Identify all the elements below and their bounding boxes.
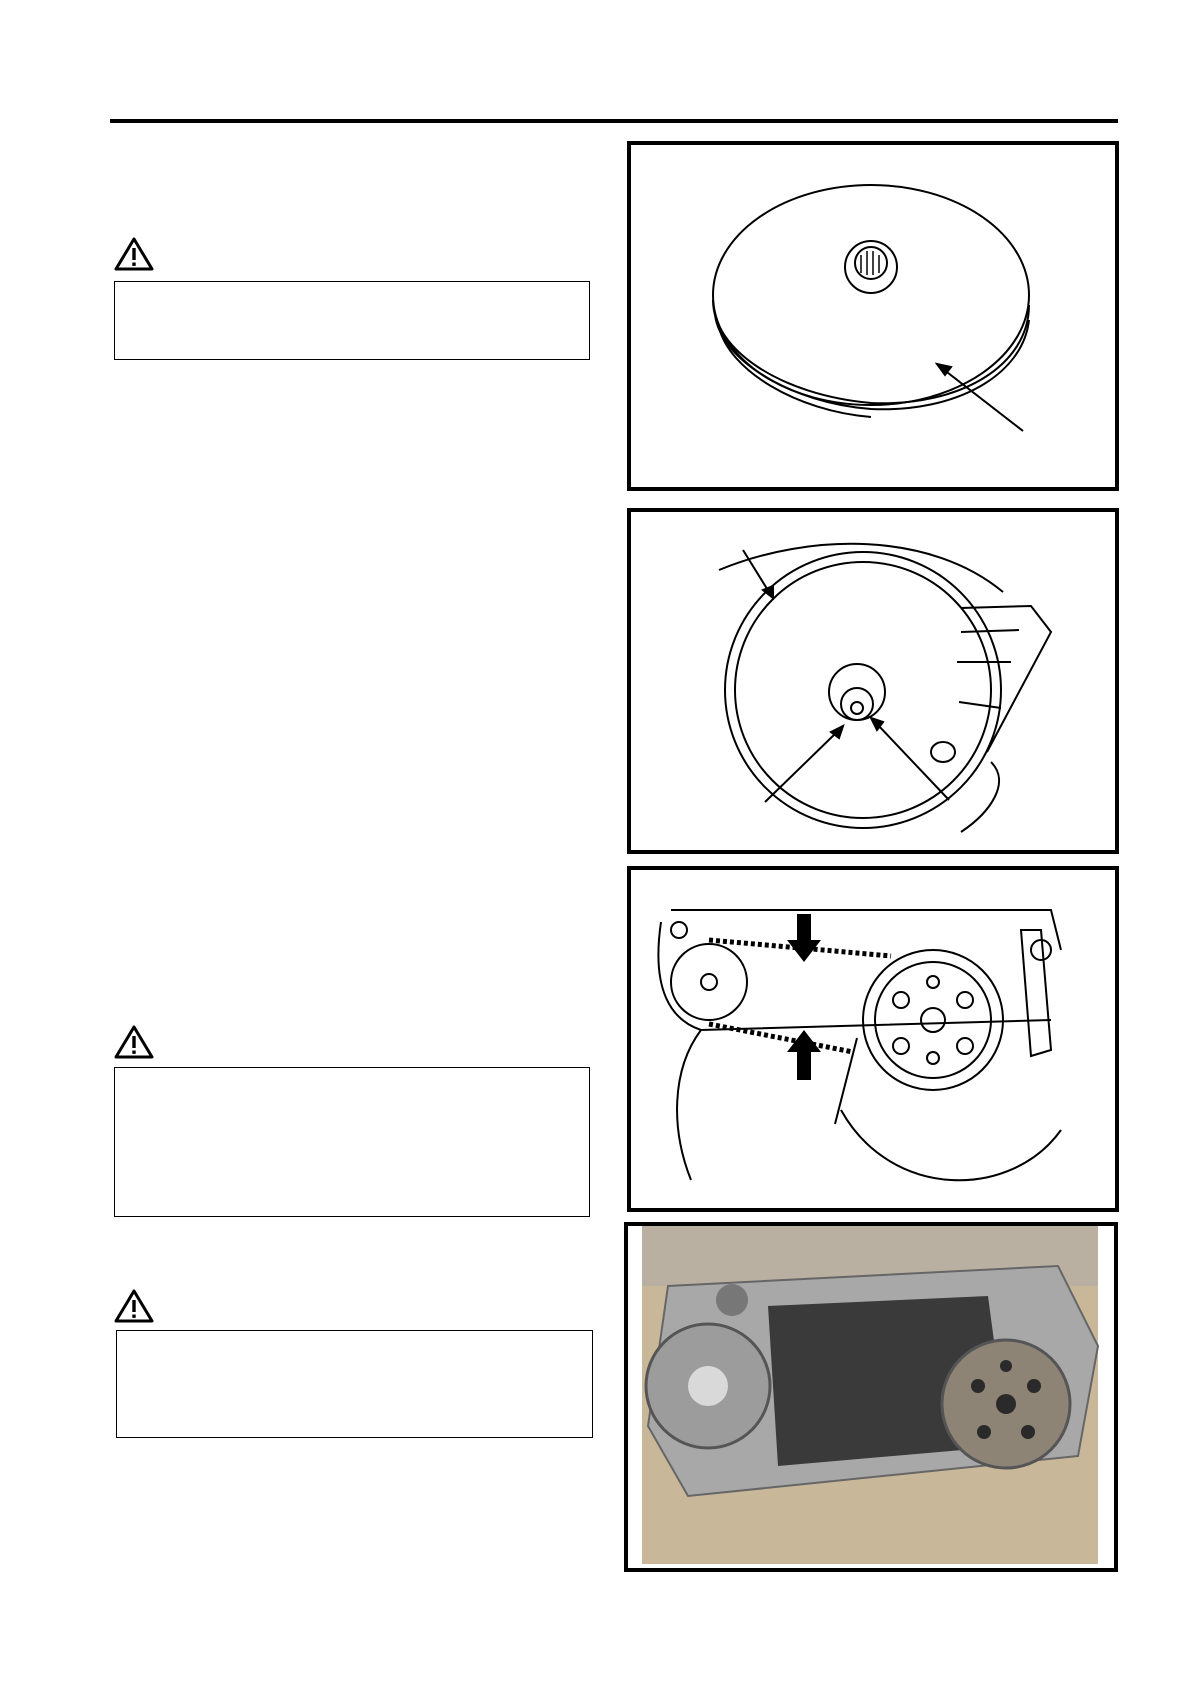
engine-transmission-photo	[628, 1226, 1114, 1568]
header-rule	[110, 119, 1118, 123]
figure-engine-photo	[624, 1222, 1118, 1572]
figure-drive-face	[627, 141, 1119, 491]
warning-icon	[114, 236, 154, 272]
figure-pulley-shaft	[627, 508, 1119, 854]
drive-pulley-face-illustration	[631, 145, 1115, 487]
warning-note-box	[114, 281, 590, 360]
warning-note-box	[114, 1067, 590, 1217]
warning-note-box	[116, 1330, 593, 1438]
warning-icon	[114, 1288, 154, 1324]
figure-belt-routing	[627, 866, 1119, 1212]
warning-icon	[114, 1024, 154, 1060]
pulley-shaft-illustration	[631, 512, 1115, 850]
belt-clutch-illustration	[631, 870, 1115, 1208]
